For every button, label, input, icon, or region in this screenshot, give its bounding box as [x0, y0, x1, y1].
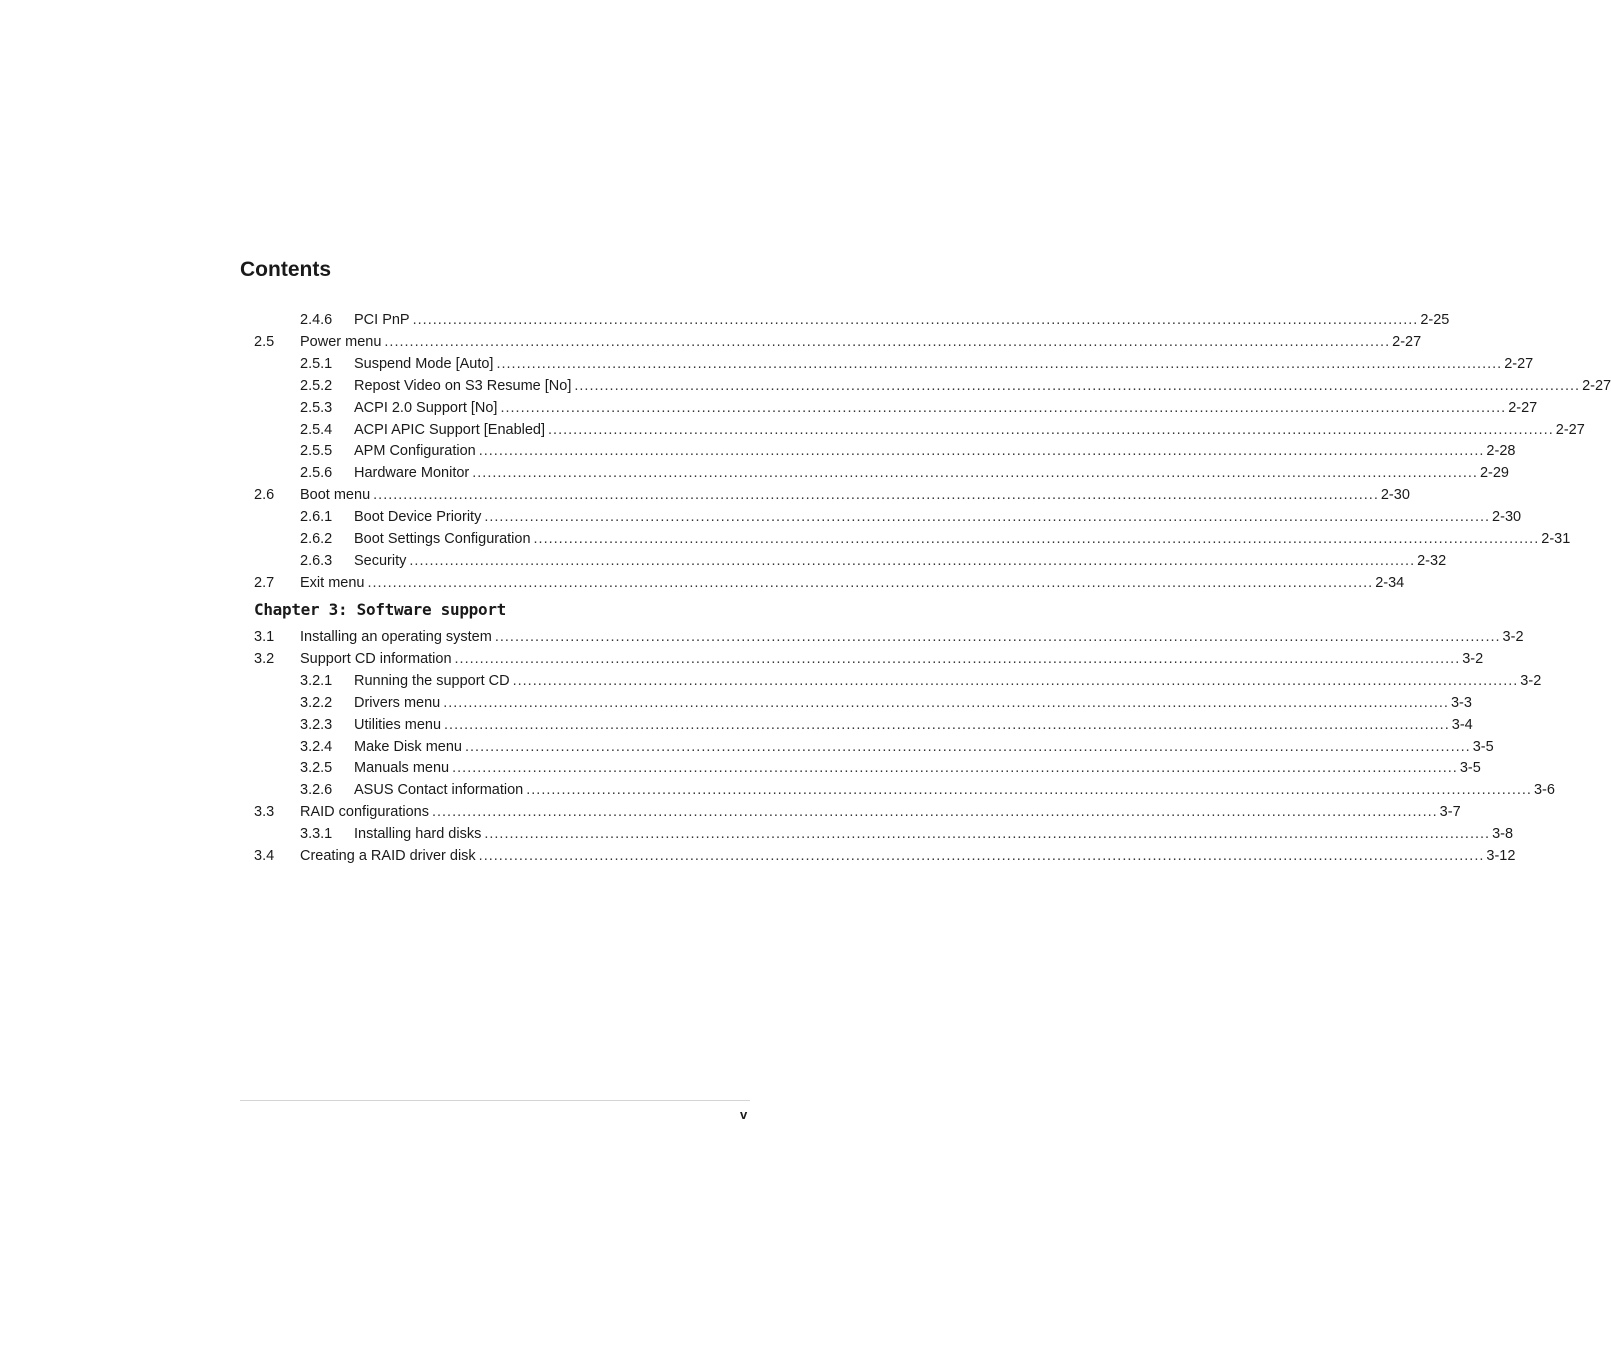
- toc-entry-title: Hardware Monitor: [354, 465, 470, 482]
- toc-entry-page: 2-32: [1417, 552, 1447, 569]
- toc-entry-page: 2-28: [1486, 443, 1516, 460]
- toc-entry-page: 2-30: [1380, 487, 1410, 504]
- dot-leader: ........................................................................................................................................................................................................: [533, 531, 1540, 547]
- toc-entry-number: 2.6.2: [300, 531, 333, 547]
- toc-entry-page: 2-27: [1504, 355, 1534, 372]
- dot-leader: ........................................................................................................................................................................................................: [526, 782, 1532, 799]
- toc-entry-number: 2.4.6: [300, 312, 333, 328]
- toc-entry-page: 3-5: [1459, 760, 1481, 777]
- toc-entry: [254, 550, 1447, 572]
- toc-entry-page: 2-27: [1508, 399, 1538, 416]
- toc-entry-title: Boot menu: [300, 487, 371, 504]
- toc-entry-title: PCI PnP: [354, 312, 410, 328]
- dot-leader: ........................................................................................................................................................................................................: [494, 629, 1501, 645]
- toc-entry-number: 2.5.5: [300, 443, 333, 460]
- toc-entry-page: 3-4: [1451, 716, 1473, 733]
- toc-entry-page: 2-31: [1541, 531, 1571, 547]
- toc-entry-number: 2.5.1: [300, 355, 333, 372]
- toc-entry-number: 3.2.5: [300, 760, 333, 777]
- dot-leader: ........................................................................................................................................................................................................: [472, 465, 1478, 482]
- toc-entry-number: 3.1: [254, 629, 275, 645]
- toc-entry-page: 3-2: [1502, 629, 1524, 645]
- toc-entry-number: 3.2: [254, 650, 275, 667]
- toc-entry-number: 2.6.1: [300, 509, 333, 526]
- toc-entry-number: 3.2.6: [300, 782, 333, 799]
- dot-leader: ........................................................................................................................................................................................................: [373, 487, 1379, 504]
- toc-entry-title: Power menu: [300, 333, 382, 350]
- toc-entry-title: Installing an operating system: [300, 629, 492, 645]
- toc-entry-page: 3-5: [1472, 738, 1494, 755]
- toc-entry-number: 2.5: [254, 333, 275, 350]
- dot-leader: ........................................................................................................................................................................................................: [496, 355, 1503, 372]
- toc-entry: [254, 757, 1481, 779]
- dot-leader: ........................................................................................................................................................................................................: [452, 760, 1458, 777]
- footer-divider: [240, 1100, 750, 1101]
- dot-leader: ........................................................................................................................................................................................................: [412, 312, 1419, 328]
- toc-entry-title: Exit menu: [300, 574, 365, 591]
- dot-leader: ........................................................................................................................................................................................................: [384, 333, 1391, 350]
- toc-entry-page: 2-27: [1555, 421, 1585, 438]
- toc-entry-page: 3-7: [1439, 804, 1461, 821]
- toc-entry-title: ACPI 2.0 Support [No]: [354, 399, 498, 416]
- toc-entry-page: 2-27: [1582, 377, 1611, 394]
- toc-entry-number: 3.2.3: [300, 716, 333, 733]
- toc-entry-title: ASUS Contact information: [354, 782, 524, 799]
- toc-entry: [254, 692, 1472, 714]
- toc-entry-title: ACPI APIC Support [Enabled]: [354, 421, 546, 438]
- toc-entry-page: 2-29: [1479, 465, 1509, 482]
- toc-entry-number: 2.7: [254, 574, 275, 591]
- dot-leader: ........................................................................................................................................................................................................: [444, 716, 1450, 733]
- toc-entry: [254, 331, 1422, 353]
- toc-entry: [254, 462, 1509, 484]
- toc-entry-title: Security: [354, 552, 407, 569]
- dot-leader: ........................................................................................................................................................................................................: [484, 509, 1491, 526]
- toc-entry-number: 3.2.2: [300, 694, 333, 711]
- toc-entry-page: 3-6: [1533, 782, 1555, 799]
- dot-leader: ........................................................................................................................................................................................................: [478, 848, 1485, 864]
- toc-entry: [254, 353, 1534, 375]
- toc-entry-number: 2.5.4: [300, 421, 333, 438]
- toc-entry-title: Boot Device Priority: [354, 509, 482, 526]
- toc-entry: [254, 670, 1542, 692]
- toc-entry: [254, 779, 1555, 801]
- toc-entry-page: 3-2: [1462, 650, 1484, 667]
- dot-leader: ........................................................................................................................................................................................................: [512, 672, 1519, 689]
- dot-leader: ........................................................................................................................................................................................................: [574, 377, 1581, 394]
- dot-leader: ........................................................................................................................................................................................................: [367, 574, 1374, 591]
- dot-leader: ........................................................................................................................................................................................................: [500, 399, 1507, 416]
- toc-entry-page: 3-3: [1450, 694, 1472, 711]
- toc-entry: [254, 506, 1522, 528]
- page-number: v: [740, 1107, 748, 1122]
- dot-leader: ........................................................................................................................................................................................................: [464, 738, 1471, 755]
- toc-entry-title: Boot Settings Configuration: [354, 531, 531, 547]
- toc-entry: [254, 801, 1461, 823]
- toc-entry: [254, 823, 1514, 845]
- toc-entry-number: 2.5.3: [300, 399, 333, 416]
- toc-entry: [254, 845, 1516, 867]
- toc-entry-title: Make Disk menu: [354, 738, 462, 755]
- toc-entry: [254, 736, 1494, 758]
- dot-leader: ........................................................................................................................................................................................................: [548, 421, 1554, 438]
- toc-entry: [254, 714, 1473, 736]
- toc-entry-page: 2-30: [1492, 509, 1522, 526]
- dot-leader: ........................................................................................................................................................................................................: [443, 694, 1449, 711]
- toc-entry: [254, 528, 1571, 550]
- toc-entry-title: Installing hard disks: [354, 826, 482, 843]
- toc-entry-number: 3.2.1: [300, 672, 333, 689]
- dot-leader: ........................................................................................................................................................................................................: [409, 552, 1416, 569]
- toc-entry-page: 3-8: [1492, 826, 1514, 843]
- toc-entry-number: 2.5.6: [300, 465, 333, 482]
- toc-entry: [254, 419, 1585, 441]
- toc-entry-title: Manuals menu: [354, 760, 450, 777]
- toc-entry-title: Support CD information: [300, 650, 452, 667]
- toc-entry-number: 3.4: [254, 848, 275, 864]
- dot-leader: ........................................................................................................................................................................................................: [431, 804, 1438, 821]
- toc-entry-title: RAID configurations: [300, 804, 429, 821]
- toc-entry-page: 3-12: [1486, 848, 1516, 864]
- toc-entry-number: 3.3: [254, 804, 275, 821]
- dot-leader: ........................................................................................................................................................................................................: [478, 443, 1485, 460]
- toc-entry-number: 3.3.1: [300, 826, 333, 843]
- toc-entry-title: APM Configuration: [354, 443, 476, 460]
- toc-entry-page: 2-27: [1392, 333, 1422, 350]
- toc-entry: [254, 484, 1410, 506]
- toc-entry: [254, 375, 1611, 397]
- toc-entry-number: 2.6.3: [300, 552, 333, 569]
- toc-entry-title: Utilities menu: [354, 716, 442, 733]
- toc-entry-page: 2-25: [1420, 312, 1450, 328]
- toc-entry: [254, 648, 1484, 670]
- dot-leader: ........................................................................................................................................................................................................: [454, 650, 1461, 667]
- page-title: Contents: [240, 258, 331, 281]
- toc-entry-title: Running the support CD: [354, 672, 510, 689]
- dot-leader: ........................................................................................................................................................................................................: [484, 826, 1491, 843]
- chapter-3-heading: Chapter 3: Software support: [254, 600, 506, 619]
- toc-entry-number: 2.5.2: [300, 377, 333, 394]
- toc-entry-title: Creating a RAID driver disk: [300, 848, 476, 864]
- toc-entry: [254, 397, 1538, 419]
- toc-entry: [254, 309, 1450, 331]
- toc-entry: [254, 572, 1405, 594]
- toc-entry-page: 3-2: [1520, 672, 1542, 689]
- toc-entry-title: Suspend Mode [Auto]: [354, 355, 494, 372]
- toc-entry-page: 2-34: [1375, 574, 1405, 591]
- toc-entry-title: Drivers menu: [354, 694, 441, 711]
- toc-entry-title: Repost Video on S3 Resume [No]: [354, 377, 572, 394]
- toc-entry-number: 3.2.4: [300, 738, 333, 755]
- toc-entry-number: 2.6: [254, 487, 275, 504]
- toc-entry: [254, 626, 1524, 648]
- toc-entry: [254, 440, 1516, 462]
